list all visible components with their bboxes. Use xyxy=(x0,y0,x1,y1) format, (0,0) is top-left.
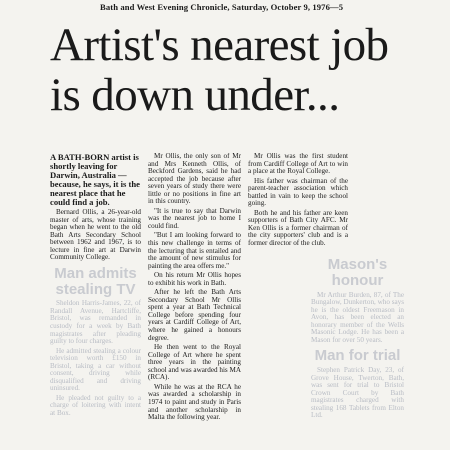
page-number: 5 xyxy=(338,2,344,12)
headline xyxy=(50,20,450,120)
faded-paragraph: He admitted stealing a colour television worth £150 in Bristol, taking a car without consent, driving while disqualified and driving uninsured. xyxy=(50,346,141,393)
article-paragraph: While he was at the RCA he was awarded a scholarship in 1974 to paint and study in Paris and another scholarship in Malta the following year. xyxy=(148,382,241,422)
article-paragraph: He then went to the Royal College of Art where he spent three years in the painting school and was awarded his MA (RCA). xyxy=(148,343,241,382)
faded-article xyxy=(311,292,404,345)
column-1 xyxy=(50,153,141,450)
article-paragraph: Bernard Ollis, a 26-year-old master of arts, whose training began when he went to the old Bath Arts Secondary School between 1962 and 1967, is to lecture in fine art at Darwin Community College. xyxy=(50,208,141,262)
article-paragraph: After he left the Bath Arts Secondary School Mr Ollis spent a year at Bath Technical College before spending four years at Cardiff College of Art, where he gained a honours degree. xyxy=(148,288,241,342)
faded-article xyxy=(311,367,404,420)
headline-line-2: is down under... xyxy=(50,69,340,121)
faded-article xyxy=(50,300,141,417)
column-3 xyxy=(248,153,348,253)
article-paragraph: Both he and his father are keen supporters of Bath City AFC. Mr Ken Ollis is a former chairman of the city supporters' club and is a former director of the club. xyxy=(248,208,348,248)
subhead-masons-honour: Mason's honour xyxy=(327,256,388,289)
faded-paragraph: Stephen Patrick Day, 23, of Grove House, Twerton, Bath, was sent for trial to Bristol Crown Court by Bath magistrates charged with stealing 168 Tablets from Elton Ltd. xyxy=(311,366,404,420)
column-2 xyxy=(148,153,241,450)
article-paragraph: On his return Mr Ollis hopes to exhibit his work in Bath. xyxy=(148,271,241,287)
faded-paragraph: He pleaded not guilty to a charge of loitering with intent at Box. xyxy=(50,393,141,417)
headline-line-1: Artist's nearest job xyxy=(50,19,389,71)
subhead-man-for-trial: Man for trial xyxy=(314,347,401,365)
article-paragraph: His father was chairman of the parent-teacher association which battled in vain to keep the school going. xyxy=(248,176,348,208)
column-4 xyxy=(311,253,404,450)
article-paragraph: "It is true to say that Darwin was the nearest job to home I could find. xyxy=(148,206,241,230)
article-paragraph: "But I am looking forward to this new challenge in terms of the lecturing that is entailed and the amount of new stimulus for painting the area offers me." xyxy=(148,231,241,270)
subhead-man-admits: Man admits stealing TV xyxy=(54,264,137,298)
lead-paragraph: A BATH-BORN artist is shortly leaving for Darwin, Australia — because, he says, it is the nearest place that he could find a job. xyxy=(50,153,140,207)
masthead xyxy=(100,2,430,12)
faded-paragraph: Mr Arthur Burden, 87, of The Bungalow, Dunkerton, who says he is the oldest Freemason in Avon, has been elected an honorary member of the Wells Masonic Lodge. He has been a Mason for over 50 years. xyxy=(311,290,404,344)
article-paragraph: Mr Ollis was the first student from Cardiff College of Art to win a place at the Royal College. xyxy=(248,153,348,176)
masthead-dash: — xyxy=(329,2,339,12)
masthead-text: Bath and West Evening Chronicle, Saturday, October 9, 1976 xyxy=(100,2,330,12)
article-paragraph: Mr Ollis, the only son of Mr and Mrs Kenneth Ollis, of Beckford Gardens, said he had accepted the job because after seven years of study there were little or no positions in fine art in this country. xyxy=(148,153,241,206)
faded-paragraph: Sheldon Harris-James, 22, of Randall Avenue, Hartcliffe, Bristol, was remanded in custody for a week by Bath magistrates after pleading guilty to four charges. xyxy=(50,299,141,346)
